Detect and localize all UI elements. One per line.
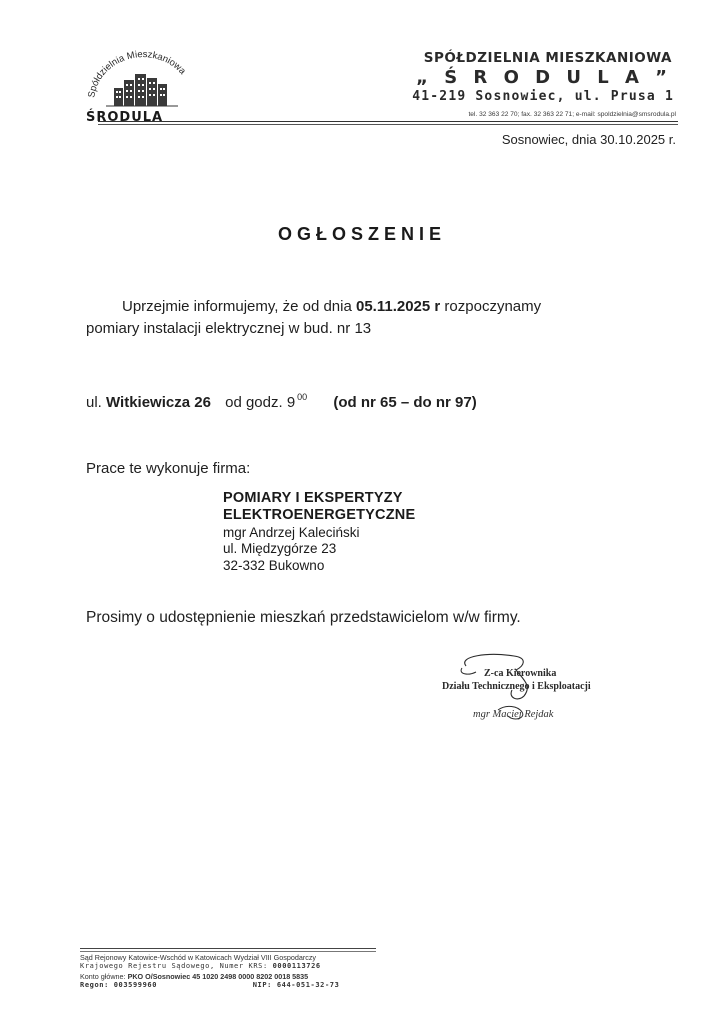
company-street: ul. Międzygórze 23 [223, 541, 337, 557]
company-city: 32-332 Bukowno [223, 557, 325, 573]
announcement-line2: pomiary instalacji elektrycznej w bud. nr 13 [86, 320, 372, 337]
org-name: SPÓŁDZIELNIA MIESZKANIOWA [423, 50, 672, 66]
handwritten-signature [428, 652, 628, 732]
time-prefix: od godz. [225, 394, 283, 411]
signer-name: mgr Maciej Rejdak [473, 709, 554, 720]
footer-regon-nip: Regon: 003599960 NIP: 644-051-32-73 [80, 980, 340, 989]
org-address: 41-219 Sosnowiec, ul. Prusa 1 [412, 89, 674, 104]
header-rule-thin [98, 124, 678, 125]
company-block [223, 490, 415, 574]
footer-krs: Krajowego Rejestru Sądowego, Numer KRS: 0000113726 [80, 962, 321, 971]
signer-title: Z-ca Kierownika [484, 668, 557, 679]
street-prefix: ul. [86, 394, 102, 411]
start-date: 05.11.2025 r [355, 298, 441, 315]
footer-court: Sąd Rejonowy Katowice-Wschód w Katowicach Wydział VIII Gospodarczy [80, 953, 317, 962]
org-brand: „ Ś R O D U L A ” [416, 67, 672, 88]
company-name-line2: ELEKTROENERGETYCZNE [223, 507, 416, 524]
announcement-verb: rozpoczynamy [444, 298, 542, 315]
document-title: OGŁOSZENIE [277, 224, 446, 244]
location-line [86, 391, 477, 414]
company-person: mgr Andrzej Kaleciński [223, 524, 360, 540]
announcement-line1 [122, 296, 541, 318]
announcement-intro: Uprzejmie informujemy, że od dnia [122, 298, 352, 315]
logo-wordmark: ŚRODULA [86, 110, 164, 125]
org-contact: tel. 32 363 22 70; fax. 32 363 22 71; e-mail: spoldzielnia@smsrodula.pl [468, 111, 676, 118]
company-name-line1: POMIARY I EKSPERTYZY [223, 490, 403, 506]
apartment-range: (od nr 65 – do nr 97) [333, 394, 477, 411]
document-date: Sosnowiec, dnia 30.10.2025 r. [501, 132, 676, 147]
footer-account: Konto główne: PKO O/Sosnowiec 45 1020 2498 0000 8202 0018 5835 [80, 971, 309, 981]
footer-registration [80, 953, 380, 990]
header-rule [98, 121, 678, 122]
works-intro: Prace te wykonuje firma: [86, 460, 251, 477]
street-name: Witkiewicza 26 [106, 394, 211, 411]
signer-department: Działu Technicznego i Eksploatacji [442, 681, 591, 692]
footer-rule-thin [80, 951, 376, 952]
logo-arc-text: Spółdzielnia Mieszkaniowa [86, 49, 188, 99]
access-request: Prosimy o udostępnienie mieszkań przedstawicielom w/w firmy. [86, 609, 521, 626]
time-hour: 9 [286, 394, 296, 411]
footer-rule [80, 948, 376, 949]
time-minutes: 00 [297, 392, 308, 402]
signature-block [428, 652, 628, 732]
